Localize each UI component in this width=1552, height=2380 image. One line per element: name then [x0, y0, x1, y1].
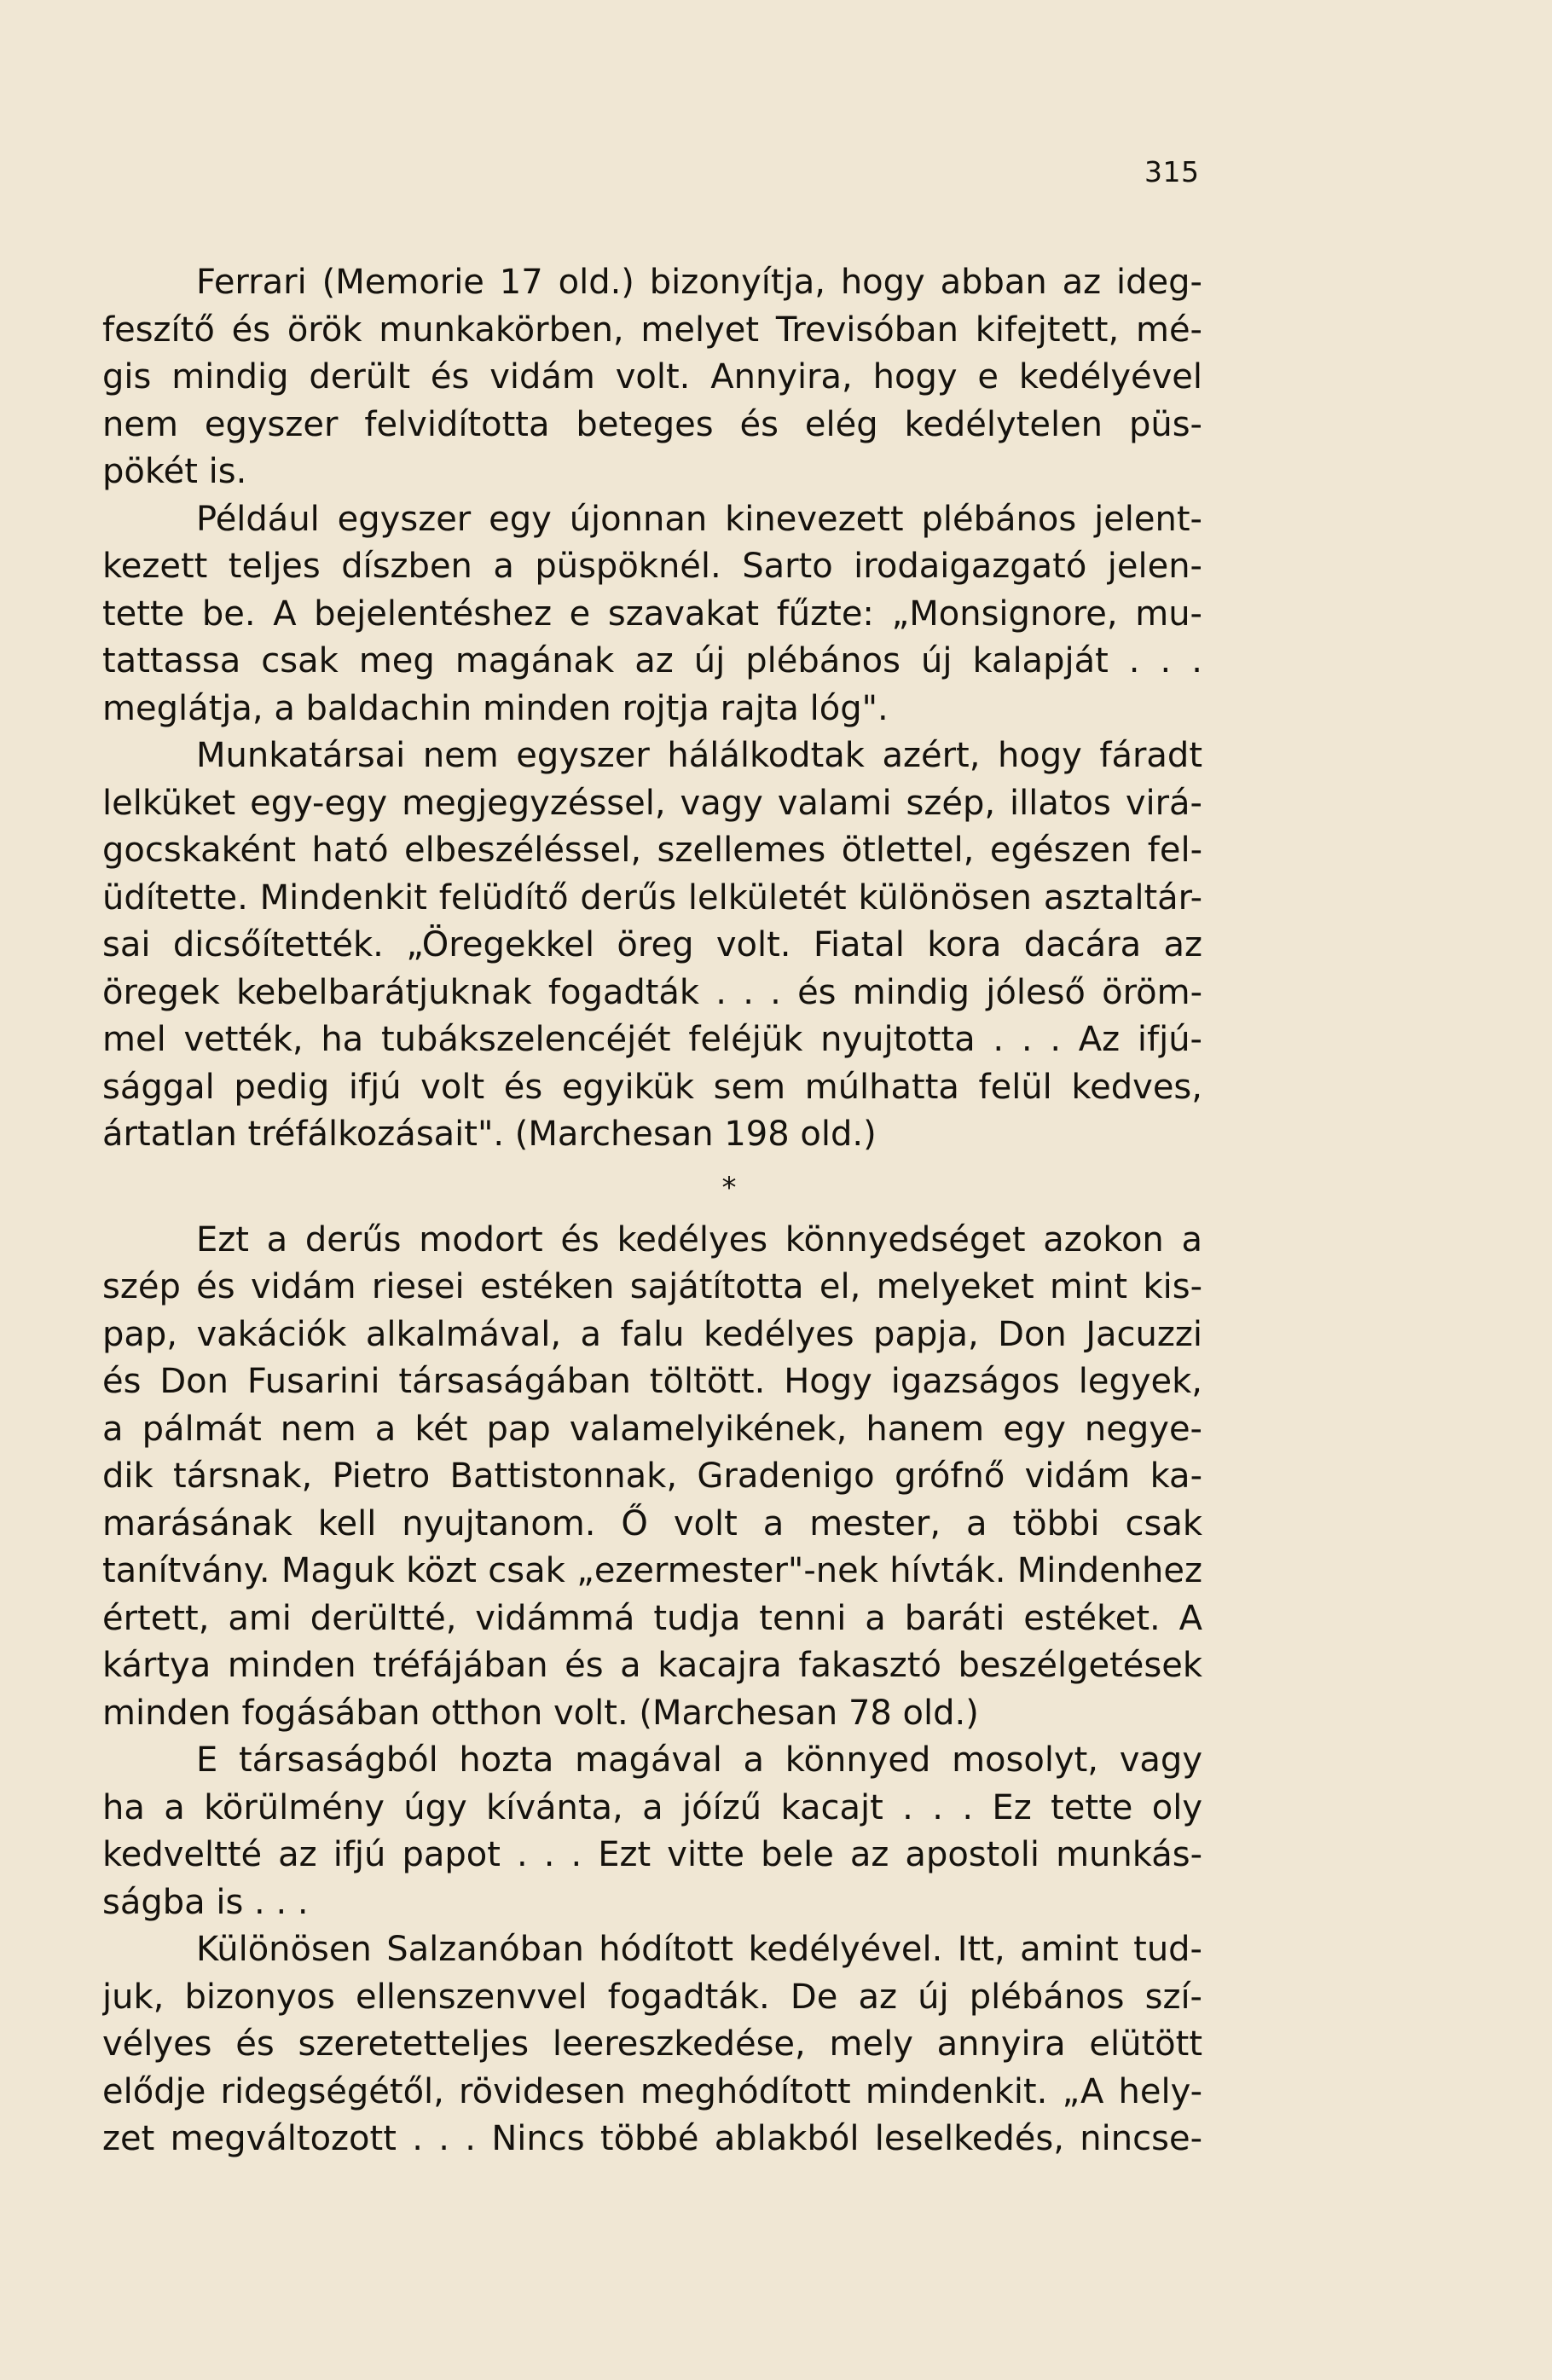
text-line: elődje ridegségétől, rövidesen meghódított mindenkit. „A hely- [102, 2071, 1202, 2111]
text-line: vélyes és szeretetteljes leereszkedése, mely annyira elütött [102, 2024, 1202, 2064]
text-line: juk, bizonyos ellenszenvvel fogadták. De az új plébános szí- [102, 1977, 1202, 2017]
text-line: szép és vidám riesei estéken sajátította el, melyeket mint kis- [102, 1267, 1202, 1306]
text-line: gis mindig derült és vidám volt. Annyira, hogy e kedélyével [102, 357, 1202, 397]
text-line: marásának kell nyujtanom. Ő volt a mester, a többi csak [102, 1503, 1202, 1543]
text-line: Ezt a derűs modort és kedélyes könnyedséget azokon a [196, 1219, 1202, 1259]
text-line: Ferrari (Memorie 17 old.) bizonyítja, hogy abban az ideg- [196, 263, 1202, 302]
text-line: Munkatársai nem egyszer hálálkodtak azért, hogy fáradt [196, 736, 1202, 775]
paragraph [102, 1737, 1202, 1926]
text-line: pap, vakációk alkalmával, a falu kedélyes papja, Don Jacuzzi [102, 1314, 1202, 1354]
text-line: és Don Fusarini társaságában töltött. Hogy igazságos legyek, [102, 1362, 1202, 1401]
text-line: sai dicsőítették. „Öregekkel öreg volt. Fiatal kora dacára az [102, 925, 1202, 964]
text-line: tette be. A bejelentéshez e szavakat fűzte: „Monsignore, mu- [102, 594, 1202, 634]
text-line: meglátja, a baldachin minden rojtja rajta lóg". [102, 688, 889, 728]
text-line: kezett teljes díszben a püspöknél. Sarto irodaigazgató jelen- [102, 547, 1202, 586]
text-line: gocskaként ható elbeszéléssel, szellemes ötlettel, egészen fel- [102, 831, 1202, 870]
paragraph [102, 496, 1202, 733]
text-line: E társaságból hozta magával a könnyed mosolyt, vagy [196, 1740, 1202, 1780]
text-line: tanítvány. Maguk közt csak „ezermester"-nek hívták. Mindenhez [102, 1551, 1202, 1590]
text-line: tattassa csak meg magának az új plébános új kalapját . . . [102, 641, 1202, 680]
text-line: Például egyszer egy újonnan kinevezett plébános jelent- [196, 499, 1202, 539]
text-line: kártya minden tréfájában és a kacajra fakasztó beszélgetések [102, 1646, 1202, 1685]
paragraph [102, 259, 1202, 496]
text-line: értett, ami derültté, vidámmá tudja tenni a baráti estéket. A [102, 1598, 1202, 1638]
text-line: lelküket egy-egy megjegyzéssel, vagy valami szép, illatos virá- [102, 783, 1202, 823]
body-text [102, 259, 1202, 2163]
paragraph [102, 1217, 1202, 1738]
text-line: zet megváltozott . . . Nincs többé ablakból leselkedés, nincse- [102, 2119, 1202, 2158]
paragraph [102, 733, 1202, 1159]
text-line: feszítő és örök munkakörben, melyet Trevisóban kifejtett, mé- [102, 310, 1202, 350]
text-line: pökét is. [102, 452, 247, 491]
text-line: minden fogásában otthon volt. (Marchesan 78 old.) [102, 1693, 979, 1733]
text-line: dik társnak, Pietro Battistonnak, Gradenigo grófnő vidám ka- [102, 1456, 1202, 1496]
text-line: üdítette. Mindenkit felüdítő derűs lelkületét különösen asztaltár- [102, 877, 1202, 918]
text-line: a pálmát nem a két pap valamelyikének, hanem egy negye- [102, 1409, 1202, 1449]
text-line: kedveltté az ifjú papot . . . Ezt vitte bele az apostoli munkás- [102, 1835, 1202, 1874]
text-line: ha a körülmény úgy kívánta, a jóízű kacajt . . . Ez tette oly [102, 1787, 1202, 1827]
text-line: ságba is . . . [102, 1882, 309, 1922]
text-line: sággal pedig ifjú volt és egyikük sem múlhatta felül kedves, [102, 1067, 1202, 1107]
text-line: ártatlan tréfálkozásait". (Marchesan 198 old.) [102, 1115, 877, 1154]
text-line: öregek kebelbarátjuknak fogadták . . . és mindig jóleső öröm- [102, 972, 1202, 1012]
section-separator-asterisk: * [721, 1170, 737, 1205]
text-line: mel vették, ha tubákszelencéjét feléjük nyujtotta . . . Az ifjú- [102, 1020, 1202, 1059]
paragraph [102, 1926, 1202, 2163]
text-line: nem egyszer felvidította beteges és elég kedélytelen püs- [102, 404, 1202, 444]
text-line: Különösen Salzanóban hódított kedélyével. Itt, amint tud- [196, 1930, 1202, 1969]
page-number: 315 [1144, 155, 1200, 188]
